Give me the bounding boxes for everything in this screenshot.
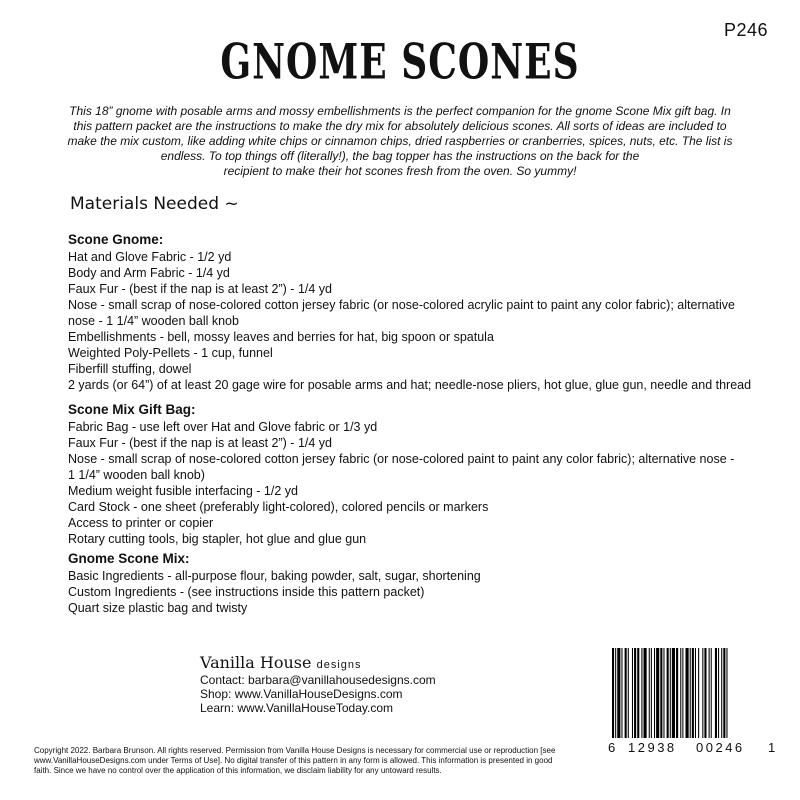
list-item: nose - 1 1/4” wooden ball knob xyxy=(68,314,239,328)
barcode-bar xyxy=(702,648,703,738)
intro-paragraph xyxy=(40,104,760,179)
barcode-bars xyxy=(606,648,778,740)
list-item: Nose - small scrap of nose-colored cotton jersey fabric (or nose-colored acrylic paint to paint any color fabric); alternative xyxy=(68,298,735,312)
section-heading: Scone Gnome: xyxy=(68,232,164,247)
barcode-bar xyxy=(667,648,669,738)
intro-line: This 18” gnome with posable arms and mossy embellishments is the perfect companion for the gnome Scone Mix gift bag. In xyxy=(69,104,731,118)
barcode-bar xyxy=(690,648,691,738)
barcode-bar xyxy=(663,648,664,738)
barcode-bar xyxy=(715,648,717,738)
intro-line: recipient to make their hot scones fresh from the oven. So yummy! xyxy=(223,164,577,178)
list-item: Body and Arm Fabric - 1/4 yd xyxy=(68,266,230,280)
copyright-notice xyxy=(34,746,574,776)
barcode-bar xyxy=(726,648,727,738)
barcode-bar xyxy=(634,648,636,738)
barcode-bar xyxy=(632,648,633,738)
pattern-number: P246 xyxy=(723,20,768,40)
barcode-bar xyxy=(654,648,655,738)
barcode-bar xyxy=(637,648,639,738)
list-item: Fabric Bag - use left over Hat and Glove fabric or 1/3 yd xyxy=(68,420,378,434)
barcode-bar xyxy=(625,648,627,738)
contact-line: Contact: barbara@vanillahousedesigns.com xyxy=(200,673,436,687)
barcode-bar xyxy=(641,648,642,738)
barcode-bar xyxy=(649,648,650,738)
barcode-bar xyxy=(698,648,699,738)
list-item: Access to printer or copier xyxy=(68,516,214,530)
barcode-bar xyxy=(660,648,662,738)
barcode-bar xyxy=(721,648,722,738)
intro-line: this pattern packet are the instructions to make the dry mix for absolutely delicious scones. All sorts of ideas are included to xyxy=(73,119,727,133)
list-item: Fiberfill stuffing, dowel xyxy=(68,362,192,376)
list-item: Faux Fur - (best if the nap is at least 2”) - 1/4 yd xyxy=(68,436,332,450)
section-gnome-scone-mix xyxy=(68,551,758,616)
barcode-bar xyxy=(670,648,671,738)
brand-logo-suffix: designs xyxy=(316,659,362,671)
barcode-right-digits: 00246 xyxy=(696,740,745,755)
barcode-bar xyxy=(615,648,616,738)
barcode-bar xyxy=(695,648,696,738)
barcode-bar xyxy=(686,648,689,738)
list-item: Card Stock - one sheet (preferably light-colored), colored pencils or markers xyxy=(68,500,489,514)
shop-line: Shop: www.VanillaHouseDesigns.com xyxy=(200,687,403,701)
materials-heading: Materials Needed ~ xyxy=(70,194,239,214)
copyright-line: faith. Since we have no control over the application of this information, we disclaim liability for any untoward results. xyxy=(34,766,442,775)
list-item: Weighted Poly-Pellets - 1 cup, funnel xyxy=(68,346,273,360)
list-item: Hat and Glove Fabric - 1/2 yd xyxy=(68,250,232,264)
copyright-line: Copyright 2022. Barbara Brunson. All rights reserved. Permission from Vanilla House Designs is necessary for commercial use or reproduction [see xyxy=(34,746,556,755)
list-item: Nose - small scrap of nose-colored cotton jersey fabric (or nose-colored paint to paint any color fabric); alternative nose - xyxy=(68,452,735,466)
page-title: GNOME SCONES xyxy=(220,34,580,91)
barcode-bar xyxy=(680,648,681,738)
list-item: Faux Fur - (best if the nap is at least 2”) - 1/4 yd xyxy=(68,282,332,296)
section-scone-mix-gift-bag xyxy=(68,402,758,547)
brand-logo xyxy=(200,653,436,672)
barcode-bar xyxy=(676,648,678,738)
barcode-bar xyxy=(628,648,629,738)
barcode-bar xyxy=(682,648,683,738)
barcode-check-digit: 1 xyxy=(768,740,776,755)
list-item: Rotary cutting tools, big stapler, hot glue and glue gun xyxy=(68,532,367,546)
barcode-bar xyxy=(644,648,647,738)
barcode-bar xyxy=(711,648,712,738)
list-item: 1 1/4” wooden ball knob) xyxy=(68,468,205,482)
barcode-bar xyxy=(709,648,710,738)
intro-line: make the mix custom, like adding white chips or cinnamon chips, dried raspberries or cranberries, spices, nuts, etc. The list is xyxy=(67,134,733,148)
intro-line: endless. To top things off (literally!), the bag topper has the instructions on the back for the xyxy=(160,149,640,163)
section-heading: Gnome Scone Mix: xyxy=(68,551,190,566)
copyright-line: www.VanillaHouseDesigns.com under Terms of Use]. No digital transfer of this pattern in any form is allowed. This information is presented in good xyxy=(34,756,553,765)
section-heading: Scone Mix Gift Bag: xyxy=(68,402,196,417)
barcode-bar xyxy=(617,648,620,738)
barcode-bar xyxy=(612,648,614,738)
barcode-bar xyxy=(692,648,694,738)
list-item: Embellishments - bell, mossy leaves and berries for hat, big spoon or spatula xyxy=(68,330,494,344)
barcode-bar xyxy=(651,648,652,738)
section-scone-gnome xyxy=(68,232,758,393)
brand-logo-main: Vanilla House xyxy=(200,653,312,672)
barcode-lead-digit: 6 xyxy=(608,740,616,755)
barcode-bar xyxy=(672,648,675,738)
barcode-bar xyxy=(621,648,622,738)
brand-block xyxy=(200,653,436,715)
list-item: Custom Ingredients - (see instructions inside this pattern packet) xyxy=(68,585,425,599)
list-item: Basic Ingredients - all-purpose flour, baking powder, salt, sugar, shortening xyxy=(68,569,481,583)
list-item: Medium weight fusible interfacing - 1/2 yd xyxy=(68,484,298,498)
barcode-bar xyxy=(656,648,659,738)
barcode-bar xyxy=(704,648,706,738)
list-item: 2 yards (or 64”) of at least 20 gage wire for posable arms and hat; needle-nose pliers, hot glue, glue gun, needle and thread xyxy=(68,378,752,392)
barcode-bar xyxy=(718,648,719,738)
barcode-left-digits: 12938 xyxy=(628,740,677,755)
learn-line: Learn: www.VanillaHouseToday.com xyxy=(200,701,393,715)
barcode-bar xyxy=(723,648,725,738)
list-item: Quart size plastic bag and twisty xyxy=(68,601,248,615)
